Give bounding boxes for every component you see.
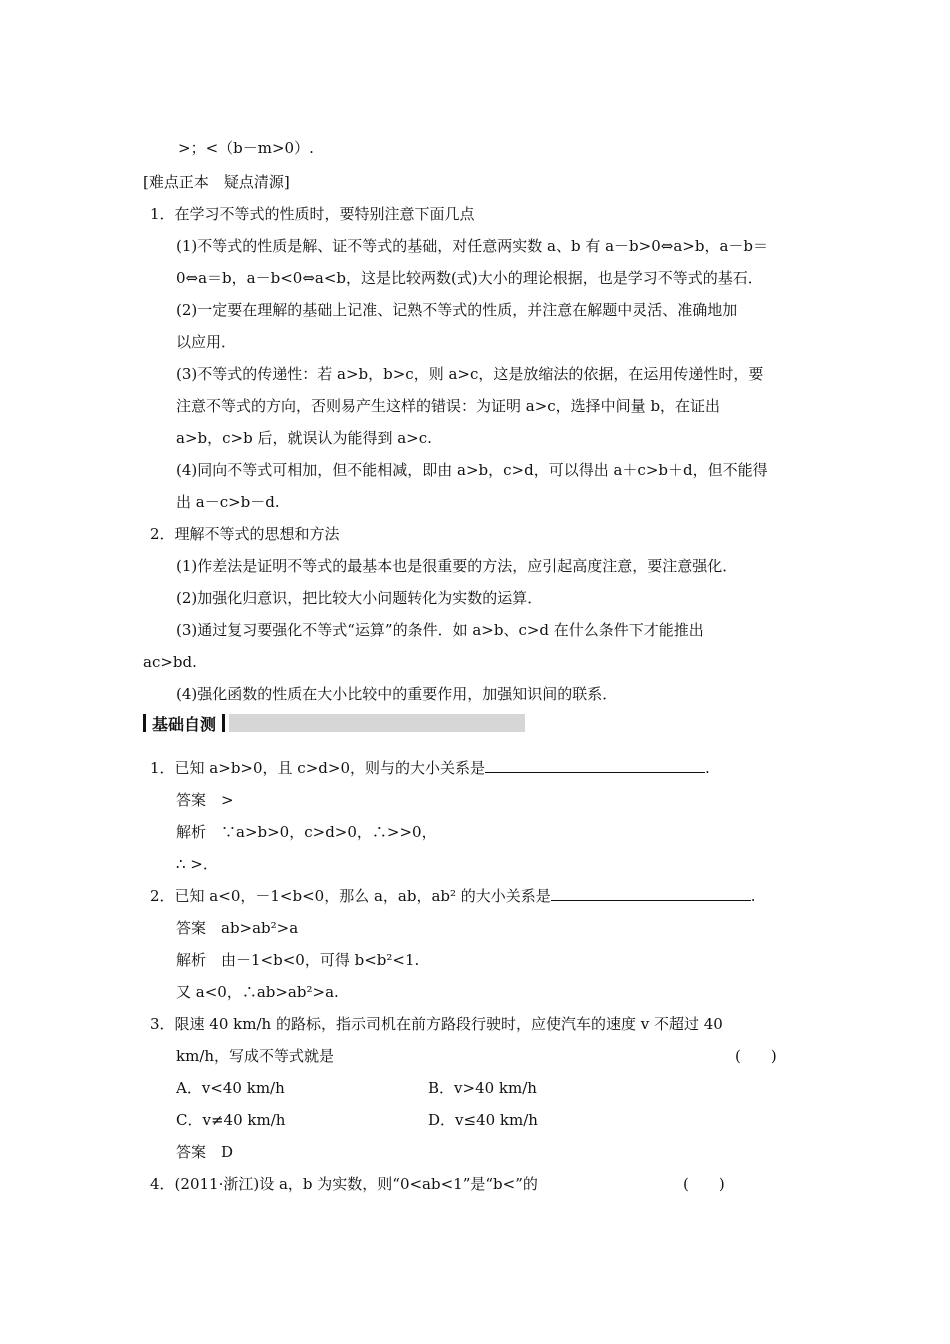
- section-bar-right: [222, 714, 225, 732]
- section-header-fill: [229, 714, 525, 732]
- text-line: ac>bd.: [143, 653, 197, 671]
- text-line: 以应用．: [176, 333, 237, 351]
- question-2-suffix: .: [750, 887, 756, 905]
- text-line: 出 a－c>b－d.: [176, 493, 280, 511]
- question-2: [150, 886, 756, 906]
- text-line: 4．(2011·浙江)设 a，b 为实数，则“0<ab<1”是“b<”的: [150, 1175, 538, 1193]
- text-line: (1)不等式的性质是解、证不等式的基础，对任意两实数 a、b 有 a－b>0⇔a>b，a－b＝: [176, 237, 768, 255]
- text-line: 解析 ∵a>b>0，c>d>0，∴>>0，: [176, 823, 437, 841]
- text-line: 又 a<0，∴ab>ab²>a.: [176, 983, 339, 1001]
- text-line: 注意不等式的方向，否则易产生这样的错误：为证明 a>c，选择中间量 b，在证出: [176, 397, 721, 415]
- text-line: a>b，c>b 后，就误认为能得到 a>c.: [176, 429, 432, 447]
- text-line: (4)同向不等式可相加，但不能相减，即由 a>b，c>d，可以得出 a＋c>b＋d，但不能得: [176, 461, 768, 479]
- text-line: 0⇔a＝b，a－b<0⇔a<b，这是比较两数(式)大小的理论根据，也是学习不等式的基石．: [176, 269, 763, 287]
- text-line: 3．限速 40 km/h 的路标，指示司机在前方路段行驶时，应使汽车的速度 v 不超过 40: [150, 1015, 723, 1033]
- question-3-answer-paren[interactable]: ( ): [735, 1047, 777, 1065]
- section-header-basic-self-test: [143, 712, 525, 734]
- text-line: C．v≠40 km/h: [176, 1111, 286, 1129]
- text-line: (1)作差法是证明不等式的最基本也是很重要的方法，应引起高度注意，要注意强化．: [176, 557, 738, 575]
- text-line: (3)通过复习要强化不等式“运算”的条件．如 a>b、c>d 在什么条件下才能推出: [176, 621, 704, 639]
- text-line: [难点正本 疑点清源]: [143, 173, 290, 191]
- text-line: (3)不等式的传递性：若 a>b，b>c，则 a>c，这是放缩法的依据，在运用传递性时，要: [176, 365, 764, 383]
- text-line: (2)一定要在理解的基础上记准、记熟不等式的性质，并注意在解题中灵活、准确地加: [176, 301, 738, 319]
- text-line: 1．在学习不等式的性质时，要特别注意下面几点: [150, 205, 475, 223]
- text-line: A．v<40 km/h: [176, 1079, 285, 1097]
- text-line: 答案 ab>ab²>a: [176, 919, 299, 937]
- section-title: 基础自测: [146, 712, 222, 735]
- text-line: km/h，写成不等式就是: [176, 1047, 335, 1065]
- text-line: (4)强化函数的性质在大小比较中的重要作用，加强知识间的联系．: [176, 685, 618, 703]
- text-line: 2．理解不等式的思想和方法: [150, 525, 340, 543]
- question-2-blank[interactable]: [551, 886, 751, 901]
- question-1-text: 1．已知 a>b>0，且 c>d>0，则与的大小关系是: [150, 759, 485, 777]
- text-line: 答案 D: [176, 1143, 234, 1161]
- text-line: 答案 >: [176, 791, 234, 809]
- text-line: B．v>40 km/h: [428, 1079, 537, 1097]
- text-line: ∴ >．: [176, 855, 218, 873]
- text-line: >；<（b－m>0）.: [178, 139, 314, 157]
- question-2-text: 2．已知 a<0，－1<b<0，那么 a，ab，ab² 的大小关系是: [150, 887, 551, 905]
- question-4-answer-paren[interactable]: ( ): [683, 1175, 725, 1193]
- question-1-suffix: .: [705, 759, 710, 777]
- text-line: 解析 由－1<b<0，可得 b<b²<1.: [176, 951, 420, 969]
- text-line: (2)加强化归意识，把比较大小问题转化为实数的运算．: [176, 589, 543, 607]
- question-1: [150, 758, 710, 778]
- text-line: D．v≤40 km/h: [428, 1111, 538, 1129]
- question-1-blank[interactable]: [485, 758, 705, 773]
